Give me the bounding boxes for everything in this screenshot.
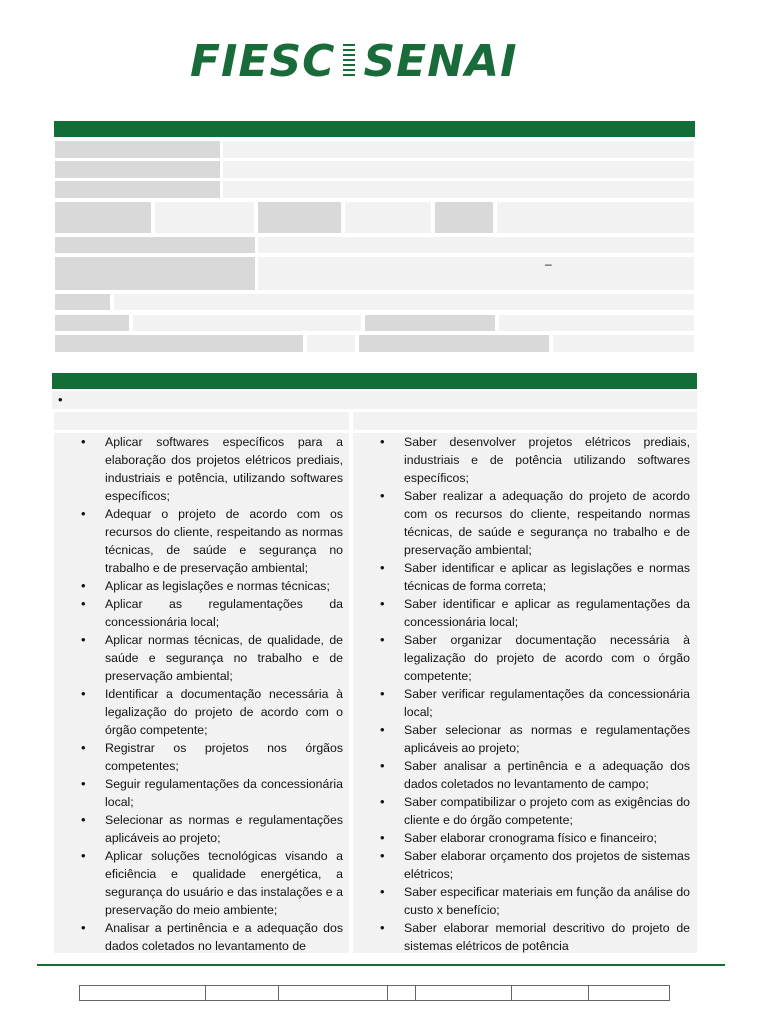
footer-cell <box>589 986 669 1000</box>
list-item: • Saber desenvolver projetos elétricos prediais, industriais e de potência utilizando softwares específicos; <box>380 433 690 487</box>
field-value <box>223 181 694 198</box>
skills-left-column <box>54 433 349 953</box>
field-value <box>497 202 694 233</box>
field-label <box>55 202 151 233</box>
field-value <box>114 294 694 310</box>
list-item: • Saber elaborar memorial descritivo do projeto de sistemas elétricos de potência <box>380 919 690 953</box>
field-label <box>55 141 220 158</box>
list-item: • Saber especificar materiais em função da análise do custo x benefício; <box>380 883 690 919</box>
skills-section-bar <box>52 373 697 389</box>
list-item: • Identificar a documentação necessária à legalização do projeto de acordo com o órgão competente; <box>81 685 343 739</box>
field-value <box>307 335 355 352</box>
footer-cell <box>80 986 206 1000</box>
list-item: • Saber verificar regulamentações da concessionária local; <box>380 685 690 721</box>
field-value <box>223 161 694 178</box>
field-label <box>365 315 495 331</box>
logo-senai-text: SENAI <box>363 35 518 87</box>
list-item: • Saber elaborar cronograma físico e financeiro; <box>380 829 690 847</box>
field-label <box>55 181 220 198</box>
field-label <box>55 315 129 331</box>
field-label <box>55 237 255 253</box>
field-label <box>55 161 220 178</box>
logo-separator <box>343 44 355 78</box>
field-label <box>435 202 493 233</box>
skills-right-column <box>353 433 697 953</box>
footer-table <box>79 985 670 1001</box>
field-value <box>499 315 694 331</box>
field-label <box>359 335 549 352</box>
list-item: • Adequar o projeto de acordo com os recursos do cliente, respeitando as normas técnicas, de saúde e segurança no trabalho e de preservação ambiental; <box>81 505 343 577</box>
list-item: • Seguir regulamentações da concessionária local; <box>81 775 343 811</box>
list-item: • Saber realizar a adequação do projeto de acordo com os recursos do cliente, respeitando normas técnicas, de saúde e segurança no trabalho e de preservação ambiental; <box>380 487 690 559</box>
skills-right-list <box>380 433 690 953</box>
list-item: • Registrar os projetos nos órgãos competentes; <box>81 739 343 775</box>
list-item: • Saber organizar documentação necessária à legalização do projeto de acordo com o órgão competente; <box>380 631 690 685</box>
footer-cell <box>512 986 590 1000</box>
field-value <box>553 335 694 352</box>
list-item: • Analisar a pertinência e a adequação dos dados coletados no levantamento de <box>81 919 343 953</box>
field-label <box>258 202 341 233</box>
field-label <box>55 335 303 352</box>
fiesc-senai-logo <box>190 36 560 86</box>
field-value <box>155 202 254 233</box>
footer-cell <box>279 986 388 1000</box>
footer-cell <box>416 986 512 1000</box>
list-item: • Saber identificar e aplicar as legislações e normas técnicas de forma correta; <box>380 559 690 595</box>
skills-left-list <box>81 433 343 953</box>
header-section-bar <box>54 121 695 137</box>
list-item: • Aplicar normas técnicas, de qualidade, de saúde e segurança no trabalho e de preservação ambiental; <box>81 631 343 685</box>
list-item: • Saber analisar a pertinência e a adequação dos dados coletados no levantamento de campo; <box>380 757 690 793</box>
list-item: • Saber elaborar orçamento dos projetos de sistemas elétricos; <box>380 847 690 883</box>
footer-cell <box>206 986 280 1000</box>
list-item: • Saber compatibilizar o projeto com as exigências do cliente e do órgão competente; <box>380 793 690 829</box>
field-value <box>258 237 694 253</box>
field-label <box>55 257 255 290</box>
intro-bullet: • <box>58 392 63 407</box>
list-item: • Saber identificar e aplicar as regulamentações da concessionária local; <box>380 595 690 631</box>
field-label <box>55 294 110 310</box>
column-header-left <box>54 412 349 430</box>
field-value <box>223 141 694 158</box>
field-value <box>133 315 361 331</box>
field-value <box>258 257 694 290</box>
footer-line <box>37 964 725 966</box>
dash-text: – <box>545 257 552 271</box>
footer-cell <box>388 986 416 1000</box>
list-item: • Saber selecionar as normas e regulamentações aplicáveis ao projeto; <box>380 721 690 757</box>
list-item: • Aplicar soluções tecnológicas visando a eficiência e qualidade energética, a segurança do usuário e das instalações e a preservação do meio ambiente; <box>81 847 343 919</box>
list-item: • Aplicar softwares específicos para a elaboração dos projetos elétricos prediais, industriais e potência, utilizando softwares específicos; <box>81 433 343 505</box>
skills-intro-row <box>52 391 697 409</box>
column-header-right <box>353 412 697 430</box>
list-item: • Aplicar as regulamentações da concessionária local; <box>81 595 343 631</box>
list-item: • Selecionar as normas e regulamentações aplicáveis ao projeto; <box>81 811 343 847</box>
list-item: • Aplicar as legislações e normas técnicas; <box>81 577 343 595</box>
logo-fiesc-text: FIESC <box>190 35 336 87</box>
field-value <box>345 202 431 233</box>
